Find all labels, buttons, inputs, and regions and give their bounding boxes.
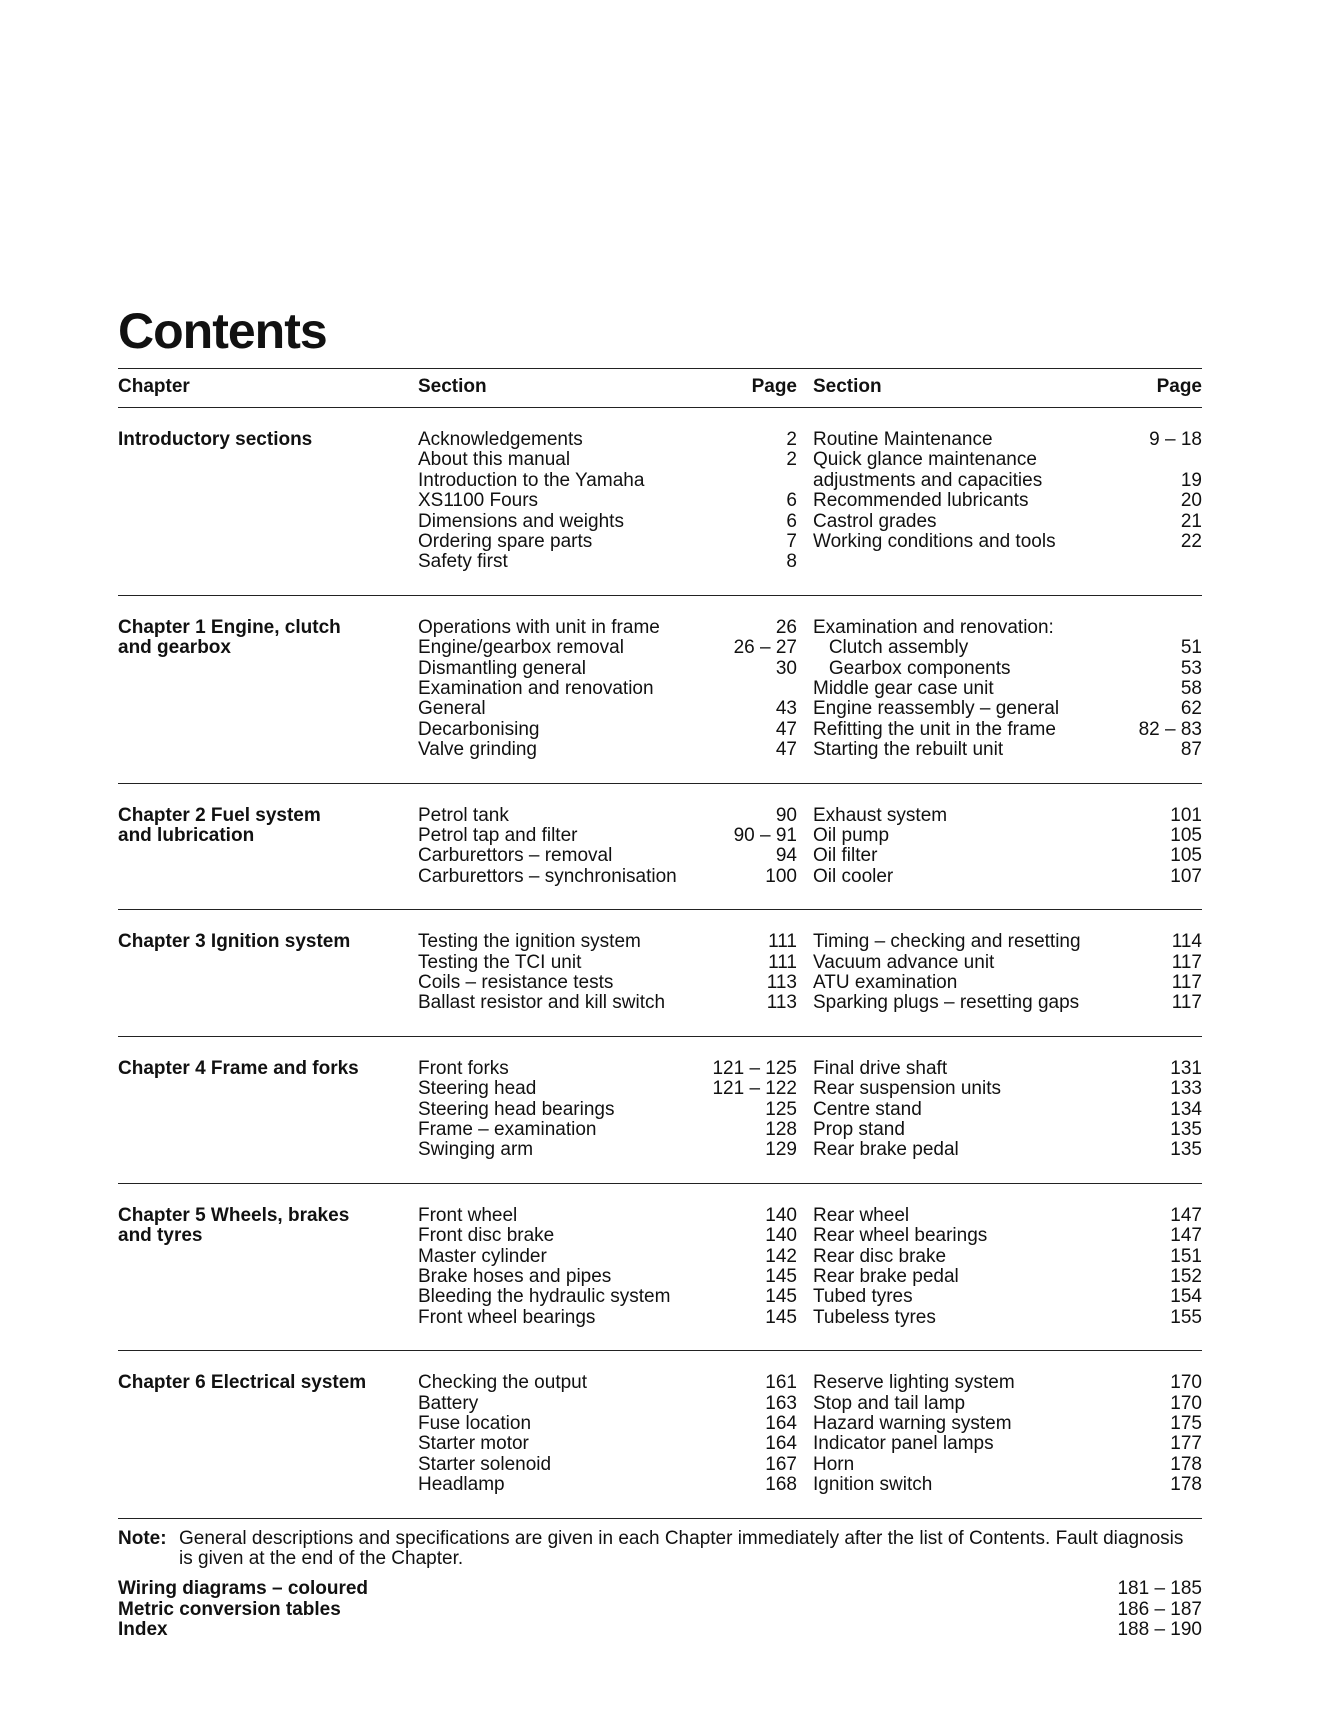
- toc-entry-label: Final drive shaft: [813, 1057, 948, 1079]
- toc-entry-label: Timing – checking and resetting: [813, 931, 1081, 953]
- toc-entry-label: Ignition switch: [813, 1474, 933, 1496]
- toc-entry-page: 8: [786, 551, 797, 573]
- toc-entry-page: 21: [1180, 510, 1202, 532]
- toc-entry-page: 168: [765, 1474, 797, 1496]
- toc-entry-label: Oil filter: [813, 845, 878, 867]
- toc-entry[interactable]: [418, 1247, 797, 1267]
- toc-entry-page: 53: [1180, 657, 1202, 679]
- toc-entry-label: Examination and renovation: [418, 677, 654, 699]
- toc-entry-page: 147: [1170, 1225, 1202, 1247]
- toc-entry-page: 121 – 125: [712, 1057, 797, 1079]
- toc-entry-page: 147: [1170, 1204, 1202, 1226]
- extras-list: [118, 1579, 1202, 1640]
- toc-entry[interactable]: [813, 720, 1202, 740]
- toc-entry-page: 170: [1170, 1392, 1202, 1414]
- extra-entry[interactable]: [118, 1600, 1202, 1620]
- toc-entry-label: Frame – examination: [418, 1118, 597, 1140]
- toc-entry[interactable]: [813, 1140, 1202, 1160]
- toc-entry-label: Operations with unit in frame: [418, 616, 660, 638]
- section-column-left: [418, 430, 797, 573]
- toc-entry[interactable]: [418, 1373, 797, 1393]
- toc-entry-label: XS1100 Fours: [418, 490, 539, 512]
- contents-page: [118, 300, 1202, 1641]
- toc-entry[interactable]: [813, 1373, 1202, 1393]
- toc-entry-page: 128: [765, 1118, 797, 1140]
- header-rule-bottom: [118, 407, 1202, 408]
- toc-entry[interactable]: [418, 1475, 797, 1495]
- toc-entry[interactable]: [813, 491, 1202, 511]
- toc-entry[interactable]: [813, 993, 1202, 1013]
- toc-entry-label: Bleeding the hydraulic system: [418, 1286, 671, 1308]
- toc-entry[interactable]: [813, 1414, 1202, 1434]
- toc-entry-label: Stop and tail lamp: [813, 1392, 966, 1414]
- toc-entry-label: Steering head: [418, 1078, 537, 1100]
- toc-entry-label: About this manual: [418, 449, 571, 471]
- toc-entry[interactable]: [418, 1100, 797, 1120]
- chapter-title: Chapter 4 Frame and forks: [118, 1057, 359, 1079]
- chapter-title: Introductory sections: [118, 429, 313, 450]
- toc-entry[interactable]: [418, 491, 797, 511]
- section-column-right: [813, 932, 1202, 1014]
- toc-entry-page: 134: [1170, 1098, 1202, 1120]
- toc-entry[interactable]: [418, 699, 797, 719]
- toc-entry-label: Headlamp: [418, 1474, 505, 1496]
- section-column-right: [813, 430, 1202, 552]
- toc-entry[interactable]: [813, 1226, 1202, 1246]
- toc-entry-label: Carburettors – removal: [418, 845, 613, 867]
- toc-entry-page: 178: [1170, 1474, 1202, 1496]
- toc-entry[interactable]: [418, 1120, 797, 1140]
- chapter-title: Chapter 6 Electrical system: [118, 1372, 367, 1394]
- toc-entry-page: 163: [765, 1392, 797, 1414]
- toc-entry-page: 26 – 27: [733, 637, 797, 659]
- section-column-left: [418, 932, 797, 1014]
- toc-entry-page: 51: [1180, 637, 1202, 659]
- note: [118, 1529, 1202, 1570]
- chapter-block: [118, 1206, 1202, 1328]
- toc-entry[interactable]: [418, 1140, 797, 1160]
- toc-entry-label: Tubed tyres: [813, 1286, 913, 1308]
- chapter-block: [118, 430, 1202, 573]
- header-page-right: Page: [1156, 376, 1202, 397]
- toc-entry-label: Oil pump: [813, 824, 890, 846]
- toc-entry-label: Rear brake pedal: [813, 1139, 959, 1161]
- toc-entry[interactable]: [418, 1267, 797, 1287]
- toc-entry-label: Tubeless tyres: [813, 1306, 936, 1328]
- toc-entry-page: 145: [765, 1286, 797, 1308]
- header-section-left: Section: [418, 376, 487, 397]
- toc-entry-label: Ballast resistor and kill switch: [418, 992, 666, 1014]
- toc-entry-page: 26: [775, 616, 797, 638]
- toc-entry[interactable]: [418, 471, 797, 491]
- toc-entry[interactable]: [418, 806, 797, 826]
- note-text: General descriptions and specifications are given in each Chapter immediately after the list of Contents. Fault diagnosis is given at the end of the Chapter.: [179, 1527, 1184, 1569]
- toc-entry-page: 177: [1170, 1433, 1202, 1455]
- toc-entry-label: Introduction to the Yamaha: [418, 469, 645, 491]
- toc-entry[interactable]: [813, 932, 1202, 952]
- toc-entry[interactable]: [418, 953, 797, 973]
- toc-entry-page: 105: [1170, 824, 1202, 846]
- chapter-title: Chapter 3 Ignition system: [118, 931, 351, 953]
- toc-entry-page: 151: [1170, 1245, 1202, 1267]
- toc-entry-page: 111: [768, 951, 797, 973]
- toc-entry-page: 90 – 91: [733, 824, 797, 846]
- toc-entry-page: 140: [765, 1225, 797, 1247]
- toc-entry-label: Carburettors – synchronisation: [418, 865, 677, 887]
- toc-entry[interactable]: [813, 512, 1202, 532]
- toc-entry[interactable]: [813, 1308, 1202, 1328]
- chapter-divider: [118, 1036, 1202, 1037]
- toc-entry[interactable]: [813, 618, 1202, 638]
- toc-entry-page: 22: [1180, 530, 1202, 552]
- toc-entry-page: 107: [1170, 865, 1202, 887]
- toc-entry-label: Rear wheel bearings: [813, 1225, 988, 1247]
- toc-entry-label: Petrol tap and filter: [418, 824, 578, 846]
- toc-entry-label: Starter motor: [418, 1433, 529, 1455]
- section-column-right: [813, 618, 1202, 761]
- toc-entry[interactable]: [813, 1394, 1202, 1414]
- toc-entry-page: 152: [1170, 1265, 1202, 1287]
- toc-entry-page: 121 – 122: [712, 1078, 797, 1100]
- toc-entry[interactable]: [418, 659, 797, 679]
- toc-entry[interactable]: [418, 618, 797, 638]
- toc-entry[interactable]: [813, 430, 1202, 450]
- toc-entry-page: 125: [765, 1098, 797, 1120]
- toc-entry-label: Indicator panel lamps: [813, 1433, 994, 1455]
- toc-entry-label: Valve grinding: [418, 739, 538, 761]
- toc-entry-page: 9 – 18: [1149, 429, 1202, 450]
- extra-entry[interactable]: [118, 1620, 1202, 1640]
- toc-entry-page: 100: [765, 865, 797, 887]
- toc-entry[interactable]: [813, 699, 1202, 719]
- toc-entry-label: Refitting the unit in the frame: [813, 718, 1056, 740]
- toc-entry-label: Coils – resistance tests: [418, 971, 614, 993]
- toc-entry-label: Starter solenoid: [418, 1453, 552, 1475]
- toc-entry-label: Front wheel: [418, 1204, 518, 1226]
- toc-entry-page: 19: [1180, 469, 1202, 491]
- toc-entry-page: 105: [1170, 845, 1202, 867]
- toc-entry-page: 6: [786, 510, 797, 532]
- toc-entry-page: 154: [1170, 1286, 1202, 1308]
- chapter-title: Chapter 5 Wheels, brakes and tyres: [118, 1204, 350, 1247]
- section-column-left: [418, 1373, 797, 1495]
- section-column-right: [813, 1206, 1202, 1328]
- toc-entry[interactable]: [418, 973, 797, 993]
- toc-entry[interactable]: [418, 932, 797, 952]
- toc-entry-label: Quick glance maintenance: [813, 449, 1037, 471]
- extra-entry-page: 181 – 185: [1117, 1578, 1202, 1600]
- chapter-divider: [118, 1350, 1202, 1351]
- toc-entry[interactable]: [813, 1267, 1202, 1287]
- toc-entry-label: adjustments and capacities: [813, 469, 1043, 491]
- extra-entry-page: 186 – 187: [1117, 1598, 1202, 1620]
- toc-entry[interactable]: [418, 1079, 797, 1099]
- extra-entry-page: 188 – 190: [1117, 1619, 1202, 1641]
- toc-entry-label: Oil cooler: [813, 865, 894, 887]
- section-column-right: [813, 1059, 1202, 1161]
- toc-entry[interactable]: [813, 1100, 1202, 1120]
- toc-entry-label: Front disc brake: [418, 1225, 555, 1247]
- toc-entry[interactable]: [418, 740, 797, 760]
- section-column-right: [813, 1373, 1202, 1495]
- toc-entry-page: 6: [786, 490, 797, 512]
- toc-entry-page: 47: [775, 739, 797, 761]
- toc-entry-page: 155: [1170, 1306, 1202, 1328]
- section-column-right: [813, 806, 1202, 888]
- chapter-block: [118, 806, 1202, 888]
- toc-entry-page: 101: [1170, 804, 1202, 826]
- toc-entry[interactable]: [418, 720, 797, 740]
- toc-entry-label: Safety first: [418, 551, 508, 573]
- table-header: [118, 369, 1202, 407]
- toc-entry-label: Horn: [813, 1453, 855, 1475]
- chapter-divider: [118, 909, 1202, 910]
- toc-entry[interactable]: [813, 638, 1202, 658]
- toc-entry-label: Checking the output: [418, 1372, 588, 1394]
- toc-entry-label: Exhaust system: [813, 804, 948, 826]
- toc-entry-label: Dismantling general: [418, 657, 586, 679]
- chapter-title: Chapter 1 Engine, clutch and gearbox: [118, 616, 341, 659]
- toc-entry[interactable]: [813, 1455, 1202, 1475]
- toc-entry-page: 167: [765, 1453, 797, 1475]
- toc-entry[interactable]: [813, 1206, 1202, 1226]
- chapter-divider: [118, 783, 1202, 784]
- toc-entry[interactable]: [418, 1434, 797, 1454]
- toc-entry-label: Starting the rebuilt unit: [813, 739, 1004, 761]
- toc-entry[interactable]: [813, 973, 1202, 993]
- toc-entry-label: Reserve lighting system: [813, 1372, 1015, 1394]
- toc-entry-label: Brake hoses and pipes: [418, 1265, 612, 1287]
- toc-entry[interactable]: [813, 1475, 1202, 1495]
- chapter-block: [118, 932, 1202, 1014]
- toc-entry-page: 117: [1171, 971, 1202, 993]
- toc-entry-page: 43: [775, 698, 797, 720]
- toc-entry-label: Prop stand: [813, 1118, 905, 1140]
- toc-entry-label: Master cylinder: [418, 1245, 547, 1267]
- toc-entry-label: Engine reassembly – general: [813, 698, 1060, 720]
- toc-entry-page: 111: [768, 931, 797, 953]
- toc-entry-label: Decarbonising: [418, 718, 540, 740]
- section-column-left: [418, 1206, 797, 1328]
- toc-entry-label: Battery: [418, 1392, 479, 1414]
- toc-entry[interactable]: [418, 1287, 797, 1307]
- toc-entry[interactable]: [813, 953, 1202, 973]
- extra-entry[interactable]: [118, 1579, 1202, 1599]
- toc-entry-label: Rear suspension units: [813, 1078, 1001, 1100]
- section-column-left: [418, 1059, 797, 1161]
- toc-entry[interactable]: [418, 1059, 797, 1079]
- toc-entry-page: 90: [775, 804, 797, 826]
- chapter-divider: [118, 595, 1202, 596]
- toc-entry[interactable]: [418, 512, 797, 532]
- toc-entry-label: Routine Maintenance: [813, 429, 993, 450]
- toc-entry-page: 82 – 83: [1138, 718, 1202, 740]
- toc-entry[interactable]: [418, 867, 797, 887]
- toc-entry-label: Recommended lubricants: [813, 490, 1029, 512]
- toc-entry[interactable]: [813, 806, 1202, 826]
- chapter-divider: [118, 1183, 1202, 1184]
- toc-entry-page: 87: [1180, 739, 1202, 761]
- toc-entry[interactable]: [813, 471, 1202, 491]
- toc-entry-page: 117: [1171, 992, 1202, 1014]
- toc-entry[interactable]: [418, 552, 797, 572]
- toc-entry-label: Dimensions and weights: [418, 510, 624, 532]
- section-column-left: [418, 618, 797, 761]
- toc-entry-page: 113: [766, 971, 797, 993]
- toc-entry-label: Working conditions and tools: [813, 530, 1056, 552]
- toc-entry[interactable]: [813, 532, 1202, 552]
- toc-entry-page: 161: [765, 1372, 797, 1394]
- extra-entry-label: Wiring diagrams – coloured: [118, 1578, 369, 1600]
- toc-entry-label: ATU examination: [813, 971, 958, 993]
- toc-entry-page: 133: [1170, 1078, 1202, 1100]
- toc-entry-label: Gearbox components: [813, 657, 1011, 679]
- toc-entry-page: 2: [786, 429, 797, 450]
- toc-entry-label: General: [418, 698, 486, 720]
- toc-entry[interactable]: [813, 826, 1202, 846]
- toc-entry-label: Centre stand: [813, 1098, 922, 1120]
- toc-entry-label: Rear brake pedal: [813, 1265, 959, 1287]
- extra-entry-label: Index: [118, 1619, 168, 1641]
- toc-entry[interactable]: [813, 867, 1202, 887]
- toc-entry-label: Testing the TCI unit: [418, 951, 582, 973]
- note-label: Note:: [118, 1527, 167, 1549]
- toc-entry-label: Middle gear case unit: [813, 677, 994, 699]
- toc-entry[interactable]: [813, 846, 1202, 866]
- toc-entry[interactable]: [813, 450, 1202, 470]
- toc-entry-page: 140: [765, 1204, 797, 1226]
- toc-entry-page: 164: [765, 1412, 797, 1434]
- toc-entry-page: 114: [1171, 931, 1202, 953]
- toc-entry-page: 170: [1170, 1372, 1202, 1394]
- toc-entry-label: Rear wheel: [813, 1204, 910, 1226]
- toc-entry-label: Petrol tank: [418, 804, 509, 826]
- toc-entry-label: Swinging arm: [418, 1139, 534, 1161]
- toc-entry-page: 20: [1180, 490, 1202, 512]
- toc-entry[interactable]: [813, 1120, 1202, 1140]
- toc-entry-label: Testing the ignition system: [418, 931, 641, 953]
- toc-entry-label: Rear disc brake: [813, 1245, 947, 1267]
- toc-entry[interactable]: [418, 1414, 797, 1434]
- chapter-block: [118, 1059, 1202, 1161]
- toc-entry-page: 145: [765, 1265, 797, 1287]
- toc-entry-label: Vacuum advance unit: [813, 951, 995, 973]
- toc-entry[interactable]: [418, 1455, 797, 1475]
- toc-entry-page: 175: [1170, 1412, 1202, 1434]
- toc-entry[interactable]: [418, 1394, 797, 1414]
- toc-entry[interactable]: [418, 450, 797, 470]
- toc-entry[interactable]: [418, 638, 797, 658]
- section-column-left: [418, 806, 797, 888]
- toc-entry[interactable]: [813, 679, 1202, 699]
- toc-entry-page: 129: [765, 1139, 797, 1161]
- toc-entry[interactable]: [813, 1434, 1202, 1454]
- toc-entry-page: 94: [775, 845, 797, 867]
- toc-entry-label: Sparking plugs – resetting gaps: [813, 992, 1080, 1014]
- toc-entry[interactable]: [813, 1287, 1202, 1307]
- toc-entry-label: Acknowledgements: [418, 429, 583, 450]
- header-chapter: Chapter: [118, 376, 190, 397]
- toc-entry-page: 135: [1170, 1139, 1202, 1161]
- toc-entry[interactable]: [813, 740, 1202, 760]
- chapter-block: [118, 618, 1202, 761]
- toc-entry-label: Castrol grades: [813, 510, 937, 532]
- chapter-title: Chapter 2 Fuel system and lubrication: [118, 804, 321, 846]
- toc-entry-label: Front forks: [418, 1057, 509, 1079]
- toc-entry-label: Steering head bearings: [418, 1098, 615, 1120]
- toc-entry-label: Fuse location: [418, 1412, 532, 1434]
- toc-entry-label: Clutch assembly: [813, 637, 969, 659]
- toc-entry[interactable]: [418, 1308, 797, 1328]
- toc-entry-page: 30: [775, 657, 797, 679]
- toc-entry[interactable]: [813, 1247, 1202, 1267]
- toc-entry[interactable]: [418, 846, 797, 866]
- header-page-left: Page: [751, 376, 797, 397]
- toc-entry-label: Engine/gearbox removal: [418, 637, 624, 659]
- toc-entry-page: 113: [766, 992, 797, 1014]
- chapter-list: [118, 430, 1202, 1496]
- toc-entry[interactable]: [418, 826, 797, 846]
- toc-entry-page: 142: [765, 1245, 797, 1267]
- toc-entry[interactable]: [813, 659, 1202, 679]
- header-section-right: Section: [813, 376, 882, 397]
- toc-entry[interactable]: [813, 1079, 1202, 1099]
- toc-entry-page: 58: [1180, 677, 1202, 699]
- toc-entry-page: 7: [786, 530, 797, 552]
- toc-entry-page: 145: [765, 1306, 797, 1328]
- toc-entry-label: Hazard warning system: [813, 1412, 1012, 1434]
- toc-entry-page: 131: [1170, 1057, 1202, 1079]
- toc-entry[interactable]: [418, 430, 797, 450]
- toc-entry[interactable]: [418, 532, 797, 552]
- toc-entry-page: 135: [1170, 1118, 1202, 1140]
- toc-entry-page: 164: [765, 1433, 797, 1455]
- toc-entry-label: Examination and renovation:: [813, 616, 1054, 638]
- chapter-block: [118, 1373, 1202, 1495]
- toc-entry-page: 2: [786, 449, 797, 471]
- footer-rule: [118, 1518, 1202, 1519]
- toc-entry-label: Ordering spare parts: [418, 530, 593, 552]
- toc-entry-page: 62: [1180, 698, 1202, 720]
- toc-entry[interactable]: [418, 1206, 797, 1226]
- toc-entry[interactable]: [418, 1226, 797, 1246]
- toc-entry[interactable]: [418, 993, 797, 1013]
- toc-entry-label: Front wheel bearings: [418, 1306, 596, 1328]
- toc-entry-page: 117: [1171, 951, 1202, 973]
- toc-entry[interactable]: [813, 1059, 1202, 1079]
- toc-entry-page: 178: [1170, 1453, 1202, 1475]
- page-title: Contents: [118, 303, 327, 359]
- toc-entry-page: 47: [775, 718, 797, 740]
- toc-entry[interactable]: [418, 679, 797, 699]
- extra-entry-label: Metric conversion tables: [118, 1598, 341, 1620]
